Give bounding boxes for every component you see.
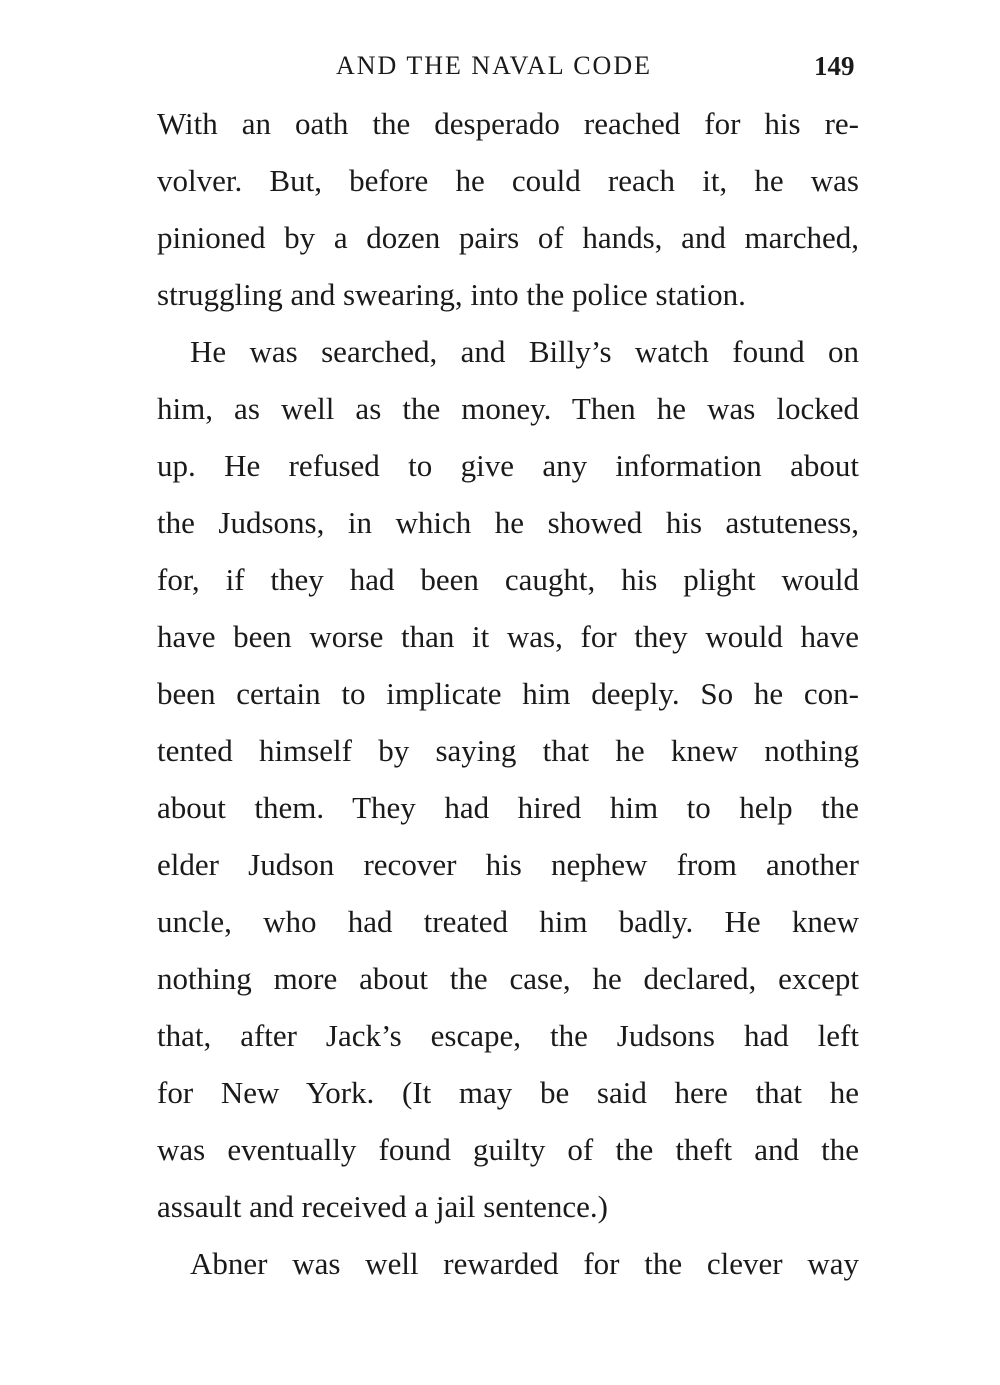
text-line: have been worse than it was, for they would have [157, 619, 859, 654]
text-line: him, as well as the money. Then he was locked [157, 391, 859, 426]
page-number: 149 [814, 51, 855, 81]
text-line: Abner was well rewarded for the clever way [190, 1246, 859, 1281]
text-line: tented himself by saying that he knew nothing [157, 733, 859, 768]
text-line: the Judsons, in which he showed his astuteness, [157, 505, 859, 540]
text-line: He was searched, and Billy’s watch found on [190, 334, 859, 369]
text-line: about them. They had hired him to help the [157, 790, 859, 825]
text-line: elder Judson recover his nephew from another [157, 847, 859, 882]
running-head-title: AND THE NAVAL CODE [336, 51, 652, 80]
text-line: for, if they had been caught, his plight would [157, 562, 859, 597]
text-line: volver. But, before he could reach it, he was [157, 163, 859, 198]
text-line: uncle, who had treated him badly. He knew [157, 904, 859, 939]
text-line: for New York. (It may be said here that he [157, 1075, 859, 1110]
text-line: been certain to implicate him deeply. So he con- [157, 676, 859, 711]
text-line: struggling and swearing, into the police station. [157, 277, 746, 312]
text-line: that, after Jack’s escape, the Judsons had left [157, 1018, 859, 1053]
text-line: assault and received a jail sentence.) [157, 1189, 608, 1224]
text-line: was eventually found guilty of the theft and the [157, 1132, 859, 1167]
text-line: pinioned by a dozen pairs of hands, and marched, [157, 220, 859, 255]
text-line: With an oath the desperado reached for his re- [157, 106, 859, 141]
text-line: nothing more about the case, he declared, except [157, 961, 859, 996]
text-line: up. He refused to give any information about [157, 448, 859, 483]
running-head [0, 48, 1000, 84]
body-text [157, 95, 859, 1292]
